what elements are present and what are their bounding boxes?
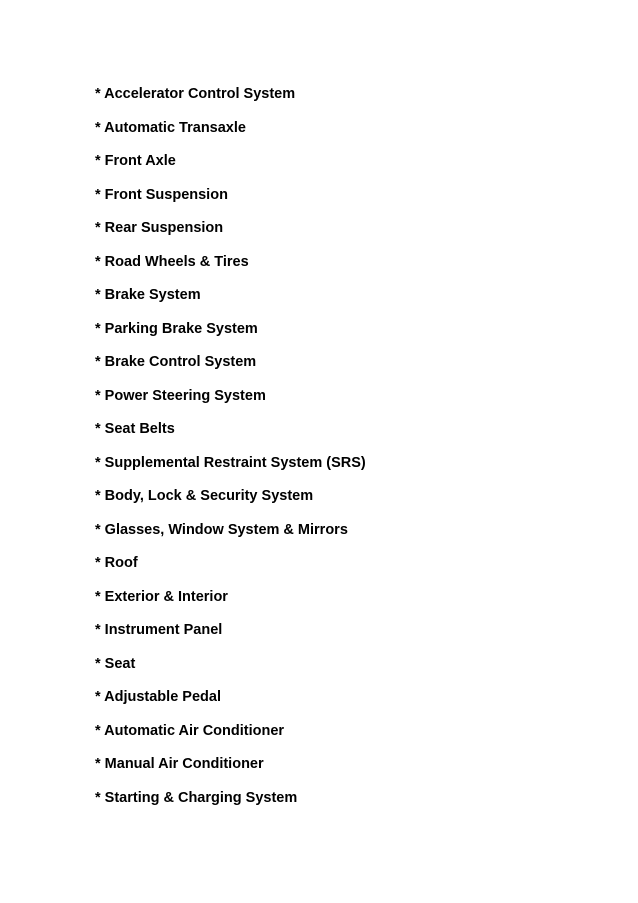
list-item: * Accelerator Control System [95,86,296,102]
list-item: * Rear Suspension [95,220,224,236]
list-item: * Roof [95,555,138,571]
list-item: * Automatic Transaxle [95,119,246,136]
list-item: * Parking Brake System [95,320,258,337]
list-item: * Body, Lock & Security System [95,488,314,504]
list-item: * Automatic Air Conditioner [95,722,285,739]
list-item: * Front Axle [95,153,176,169]
list-item: * Brake Control System [95,354,257,370]
list-item: * Manual Air Conditioner [95,756,264,772]
list-item: * Exterior & Interior [95,588,228,605]
list-item: * Power Steering System [95,387,266,404]
list-item: * Brake System [95,287,201,303]
list-item: * Road Wheels & Tires [95,253,249,270]
list-item: * Starting & Charging System [95,789,298,806]
list-item: * Glasses, Window System & Mirrors [95,521,348,538]
system-list [95,84,366,821]
list-item: * Supplemental Restraint System (SRS) [95,454,366,471]
list-item: * Front Suspension [95,186,228,203]
list-item: * Seat Belts [95,421,175,437]
list-item: * Adjustable Pedal [95,689,221,705]
list-item: * Instrument Panel [95,622,223,638]
list-item: * Seat [95,655,136,672]
